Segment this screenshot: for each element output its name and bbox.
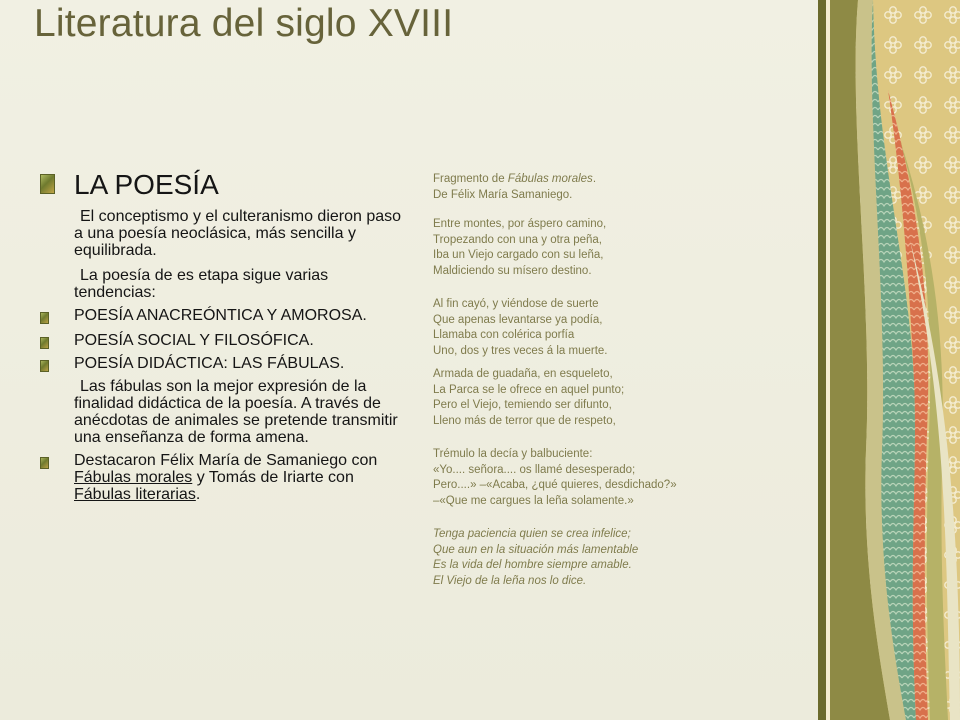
bullet-icon [40, 337, 49, 349]
poem-line: La Parca se le ofrece en aquel punto; [433, 383, 625, 396]
bullet-text: POESÍA DIDÁCTICA: LAS FÁBULAS. [74, 355, 345, 372]
poem-line: Tenga paciencia quien se crea infelice; [433, 528, 631, 540]
poem-line: Llamaba con colérica porfía [433, 329, 575, 341]
bullet-text: POESÍA SOCIAL Y FILOSÓFICA. [74, 332, 314, 349]
decorative-side-panel [818, 0, 960, 720]
authors-text: y Tomás de Iriarte con [192, 469, 354, 486]
poem-line: Lleno más de terror que de respeto, [433, 414, 616, 427]
bullet-icon [40, 457, 49, 469]
bullet-item [40, 355, 402, 372]
fables-paragraph: Las fábulas son la mejor expresión de la finalidad didáctica de la poesía. A través de anécdotas de animales se pretende transmitir una enseñanza de forma amena. [74, 378, 398, 446]
slide-title: Literatura del siglo XVIII [34, 2, 454, 45]
poem-stanza [433, 297, 733, 359]
bullet-icon [40, 174, 55, 194]
authors-text: . [195, 486, 201, 503]
poem-line: «Yo.... señora.... os llamé desesperado; [433, 463, 636, 476]
poem-line: Es la vida del hombre siempre amable. [433, 559, 632, 571]
section-heading [40, 168, 402, 202]
poem-intro-line [433, 172, 733, 188]
poem-line: –«Que me cargues la leña solamente.» [433, 494, 634, 507]
poem-line: Que aun en la situación más lamentable [433, 543, 639, 556]
bullet-icon [40, 360, 49, 372]
intro-prefix: Fragmento de [433, 173, 508, 185]
poem-stanza [433, 367, 733, 429]
poem-line: Trémulo la decía y balbuciente: [433, 448, 593, 460]
poem-line: Armada de guadaña, en esqueleto, [433, 368, 613, 380]
fabulas-literarias-link[interactable]: Fábulas literarias [74, 486, 196, 503]
poem-stanza [433, 527, 733, 589]
intro-work-title: Fábulas morales [507, 173, 593, 185]
bullet-item [40, 332, 402, 349]
poem-stanza [433, 217, 733, 279]
poem-line: Pero el Viejo, temiendo ser difunto, [433, 399, 612, 411]
poem-stanza [433, 447, 733, 509]
poem-intro-line: De Félix María Samaniego. [433, 188, 573, 201]
tendencies-intro: La poesía de es etapa sigue varias tendencias: [74, 267, 329, 301]
poem-line: El Viejo de la leña nos lo dice. [433, 574, 587, 587]
poem-line: Al fin cayó, y viéndose de suerte [433, 298, 599, 310]
poem-line: Pero....» –«Acaba, ¿qué quieres, desdichado?» [433, 479, 677, 491]
left-column [40, 168, 402, 503]
poem-column [433, 172, 733, 605]
authors-text: Destacaron Félix María de Samaniego con [74, 452, 378, 469]
intro-paragraph: El conceptismo y el culteranismo dieron paso a una poesía neoclásica, más sencilla y equilibrada. [74, 208, 402, 259]
poem-line: Uno, dos y tres veces á la muerte. [433, 344, 608, 357]
poem-line: Tropezando con una y otra peña, [433, 233, 602, 246]
fabulas-morales-link[interactable]: Fábulas morales [74, 469, 193, 486]
heading-text: LA POESÍA [74, 169, 219, 200]
intro-suffix: . [592, 173, 597, 185]
bullet-icon [40, 312, 49, 324]
authors-bullet [40, 452, 402, 503]
bullet-text: POESÍA ANACREÓNTICA Y AMOROSA. [74, 307, 367, 324]
bullet-item [40, 307, 402, 324]
poem-line: Maldiciendo su mísero destino. [433, 264, 592, 277]
poem-intro [433, 172, 733, 203]
poem-line: Entre montes, por áspero camino, [433, 218, 607, 230]
poem-line: Iba un Viejo cargado con su leña, [433, 249, 604, 261]
poem-line: Que apenas levantarse ya podía, [433, 313, 603, 326]
